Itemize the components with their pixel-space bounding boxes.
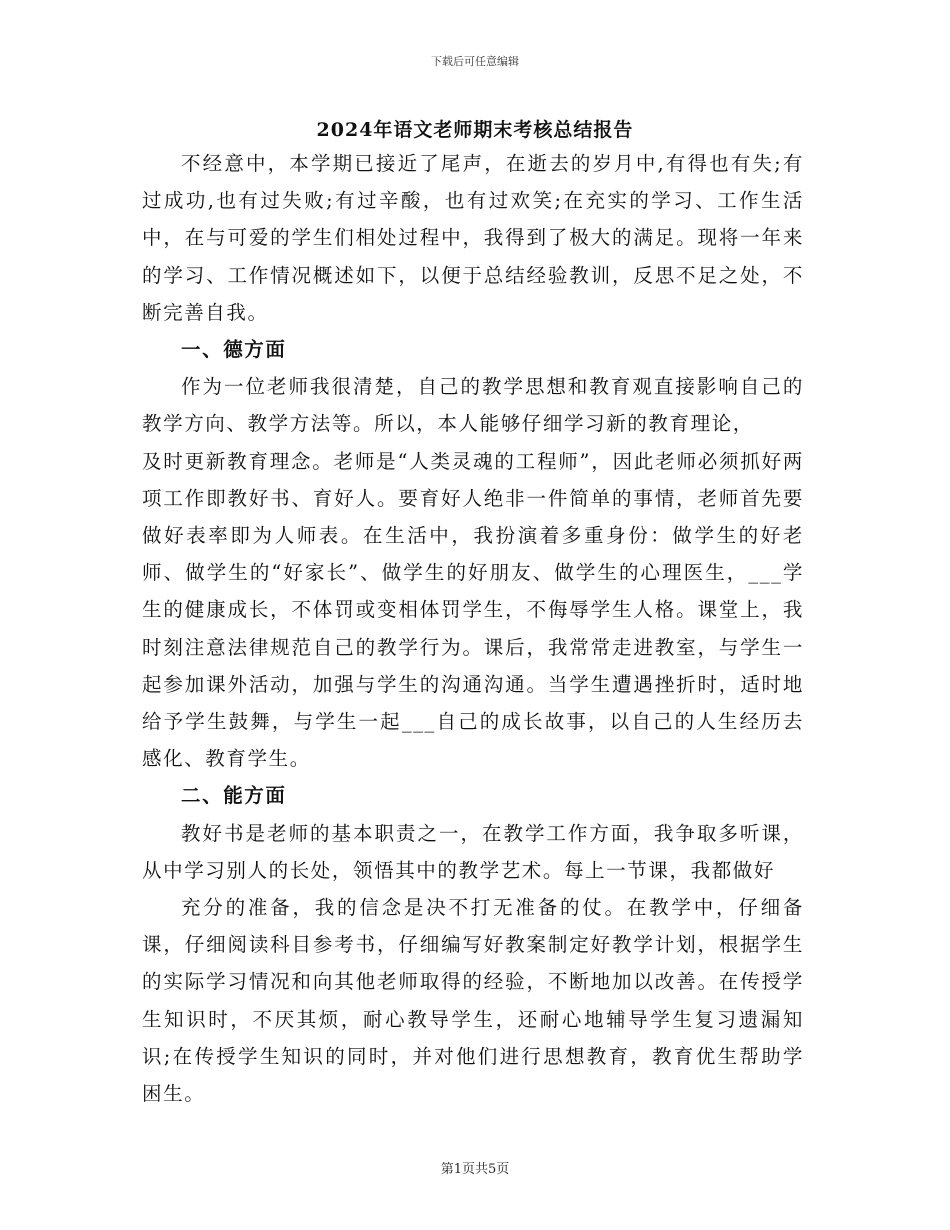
paragraph-de-1: 作为一位老师我很清楚，自己的教学思想和教育观直接影响自己的教学方向、教学方法等。所以，本人能够仔细学习新的教育理论，	[142, 375, 804, 436]
paragraph-neng-1: 教好书是老师的基本职责之一，在教学工作方面，我争取多听课，从中学习别人的长处，领悟其中的教学艺术。每上一节课，我都做好	[142, 821, 804, 882]
document-title: 2024年语文老师期末考核总结报告	[316, 119, 634, 141]
paragraph-de-2: 及时更新教育理念。老师是“人类灵魂的工程师”，因此老师必须抓好两项工作即教好书、育好人。要育好人绝非一件简单的事情，老师首先要做好表率即为人师表。在生活中，我扮演着多重身份：做学生的好老师、做学生的“好家长”、做学生的好朋友、做学生的心理医生，___学生的健康成长，不体罚或变相体罚学生，不侮辱学生人格。课堂上，我时刻注意法律规范自己的教学行为。课后，我常常走进教室，与学生一起参加课外活动，加强与学生的沟通沟通。当学生遭遇挫折时，适时地给予学生鼓舞，与学生一起___自己的成长故事，以自己的人生经历去感化、教育学生。	[142, 449, 804, 771]
section-heading-de: 一、德方面	[181, 338, 287, 362]
paragraph-intro: 不经意中，本学期已接近了尾声，在逝去的岁月中,有得也有失;有过成功,也有过失败;有过辛酸，也有过欢笑;在充实的学习、工作生活中，在与可爱的学生们相处过程中，我得到了极大的满足。现将一年来的学习、工作情况概述如下，以便于总结经验教训，反思不足之处，不断完善自我。	[142, 152, 804, 324]
document-body	[142, 145, 804, 1112]
paragraph-neng-2: 充分的准备，我的信念是决不打无准备的仗。在教学中，仔细备课，仔细阅读科目参考书，仔细编写好教案制定好教学计划，根据学生的实际学习情况和向其他老师取得的经验，不断地加以改善。在传授学生知识时，不厌其烦，耐心教导学生，还耐心地辅导学生复习遗漏知识;在传授学生知识的同时，并对他们进行思想教育，教育优生帮助学困生。	[142, 896, 804, 1106]
page-footer: 第1页共5页	[440, 1162, 510, 1177]
section-heading-neng: 二、能方面	[181, 784, 287, 808]
header-note: 下载后可任意编辑	[431, 55, 519, 68]
